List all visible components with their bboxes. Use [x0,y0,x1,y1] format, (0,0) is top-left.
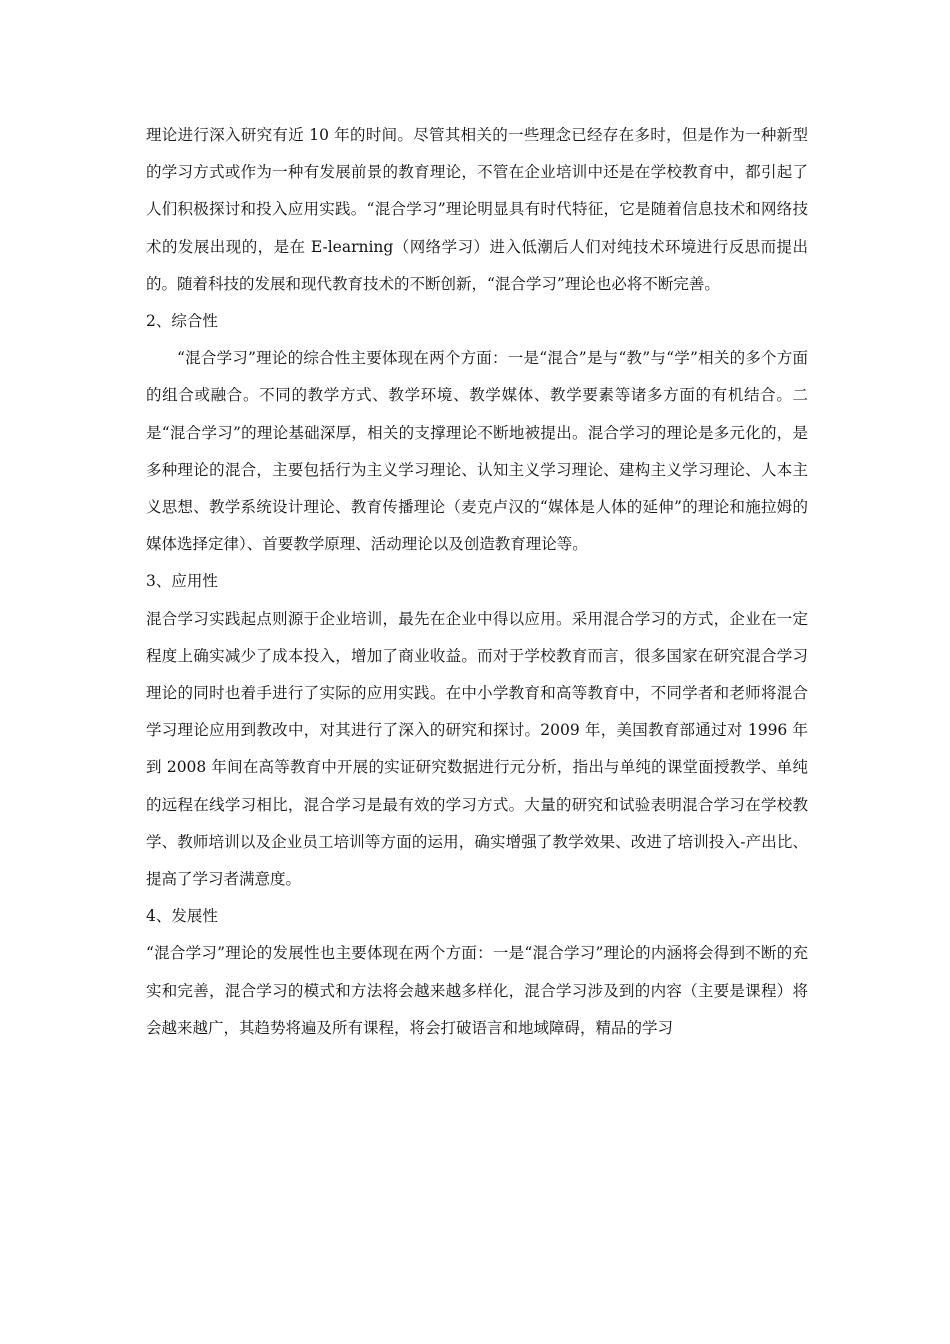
paragraph-applicability: 混合学习实践起点则源于企业培训，最先在企业中得以应用。采用混合学习的方式，企业在一定程度上确实减少了成本投入，增加了商业收益。而对于学校教育而言，很多国家在研究混合学习理论的同时也着手进行了实际的应用实践。在中小学教育和高等教育中，不同学者和老师将混合学习理论应用到教改中，对其进行了深入的研究和探讨。2009 年，美国教育部通过对 1996 年到 2008 年间在高等教育中开展的实证研究数据进行元分析，指出与单纯的课堂面授教学、单纯的远程在线学习相比，混合学习是最有效的学习方式。大量的研究和试验表明混合学习在学校教学、教师培训以及企业员工培训等方面的运用，确实增强了教学效果、改进了培训投入-产出比、提高了学习者满意度。 [146,609,808,889]
document-body [146,117,808,1047]
paragraph-development: “混合学习”理论的发展性也主要体现在两个方面：一是“混合学习”理论的内涵将会得到不断的充实和完善，混合学习的模式和方法将会越来越多样化，混合学习涉及到的内容（主要是课程）将会越来越广，其趋势将遍及所有课程，将会打破语言和地域障碍，精品的学习 [146,944,808,1037]
section-heading-applicability: 3、应用性 [146,572,218,591]
paragraph-comprehensiveness: “混合学习”理论的综合性主要体现在两个方面：一是“混合”是与“教”与“学”相关的多个方面的组合或融合。不同的教学方式、教学环境、教学媒体、教学要素等诸多方面的有机结合。二是“混合学习”的理论基础深厚，相关的支撑理论不断地被提出。混合学习的理论是多元化的，是多种理论的混合，主要包括行为主义学习理论、认知主义学习理论、建构主义学习理论、人本主义思想、教学系统设计理论、教育传播理论（麦克卢汉的“媒体是人体的延伸”的理论和施拉姆的媒体选择定律）、首要教学原理、活动理论以及创造教育理论等。 [146,349,808,554]
section-heading-development: 4、发展性 [146,907,218,926]
paragraph-intro: 理论进行深入研究有近 10 年的时间。尽管其相关的一些理念已经存在多时，但是作为一种新型的学习方式或作为一种有发展前景的教育理论，不管在企业培训中还是在学校教育中，都引起了人们积极探讨和投入应用实践。“混合学习”理论明显具有时代特征，它是随着信息技术和网络技术的发展出现的，是在 E-learning（网络学习）进入低潮后人们对纯技术环境进行反思而提出的。随着科技的发展和现代教育技术的不断创新，“混合学习”理论也必将不断完善。 [146,126,808,293]
section-heading-comprehensiveness: 2、综合性 [146,312,218,331]
